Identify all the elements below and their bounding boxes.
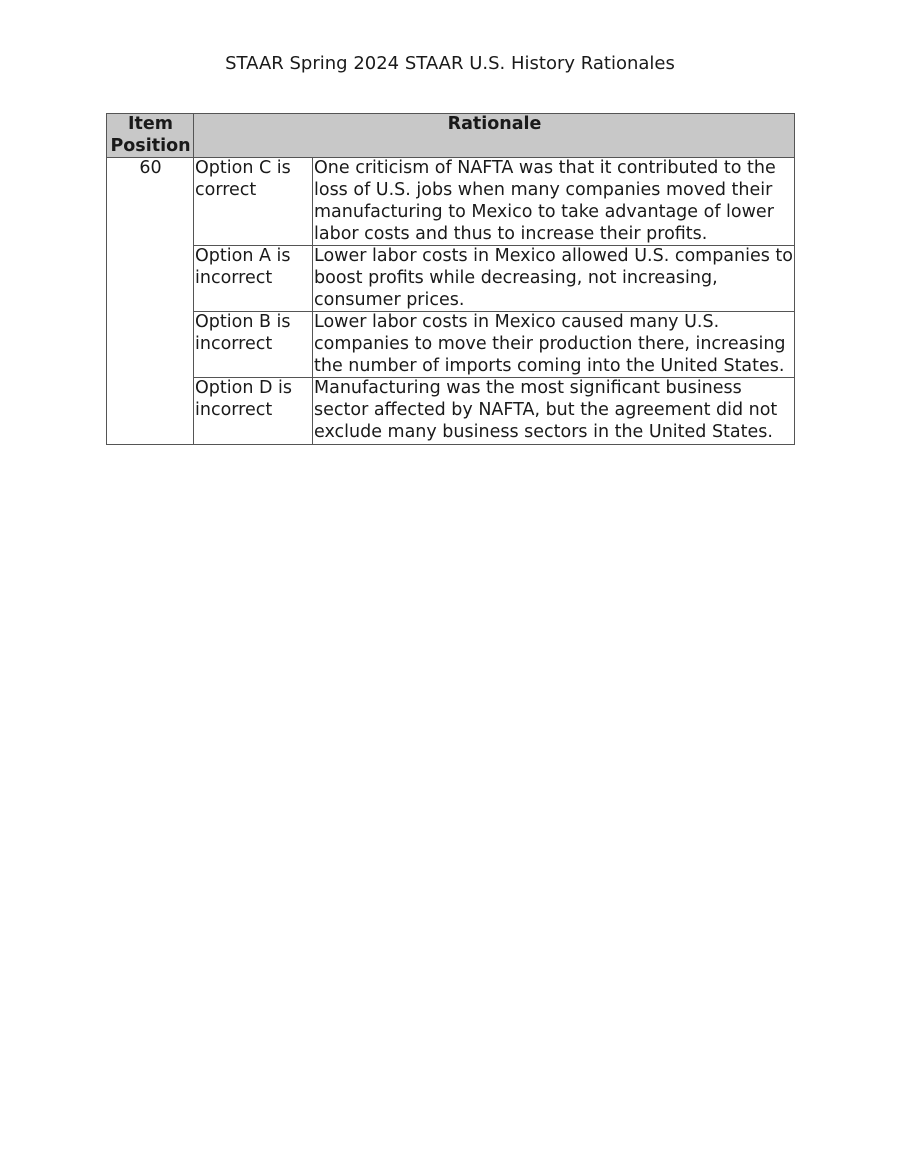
- item-position-value: 60: [107, 158, 194, 444]
- option-label: Option B is incorrect: [194, 312, 313, 378]
- header-rationale: Rationale: [194, 114, 795, 158]
- page-title: STAAR Spring 2024 STAAR U.S. History Rationales: [225, 53, 675, 74]
- rationale-text: Manufacturing was the most significant business sector affected by NAFTA, but the agreement did not exclude many business sectors in the United States.: [313, 378, 795, 444]
- table-row: [107, 378, 795, 444]
- option-label: Option A is incorrect: [194, 246, 313, 312]
- rationale-text: Lower labor costs in Mexico caused many U.S. companies to move their production there, increasing the number of imports coming into the United States.: [313, 312, 795, 378]
- header-item-position: Item Position: [107, 114, 194, 158]
- rationale-text: Lower labor costs in Mexico allowed U.S. companies to boost profits while decreasing, not increasing, consumer prices.: [313, 246, 795, 312]
- rationale-table: [106, 113, 795, 445]
- rationale-text: One criticism of NAFTA was that it contributed to the loss of U.S. jobs when many companies moved their manufacturing to Mexico to take advantage of lower labor costs and thus to increase their profits.: [313, 158, 795, 246]
- table-row: [107, 246, 795, 312]
- option-label: Option C is correct: [194, 158, 313, 246]
- table-row: [107, 158, 795, 246]
- table-row: [107, 312, 795, 378]
- table-header-row: [107, 114, 795, 158]
- option-label: Option D is incorrect: [194, 378, 313, 444]
